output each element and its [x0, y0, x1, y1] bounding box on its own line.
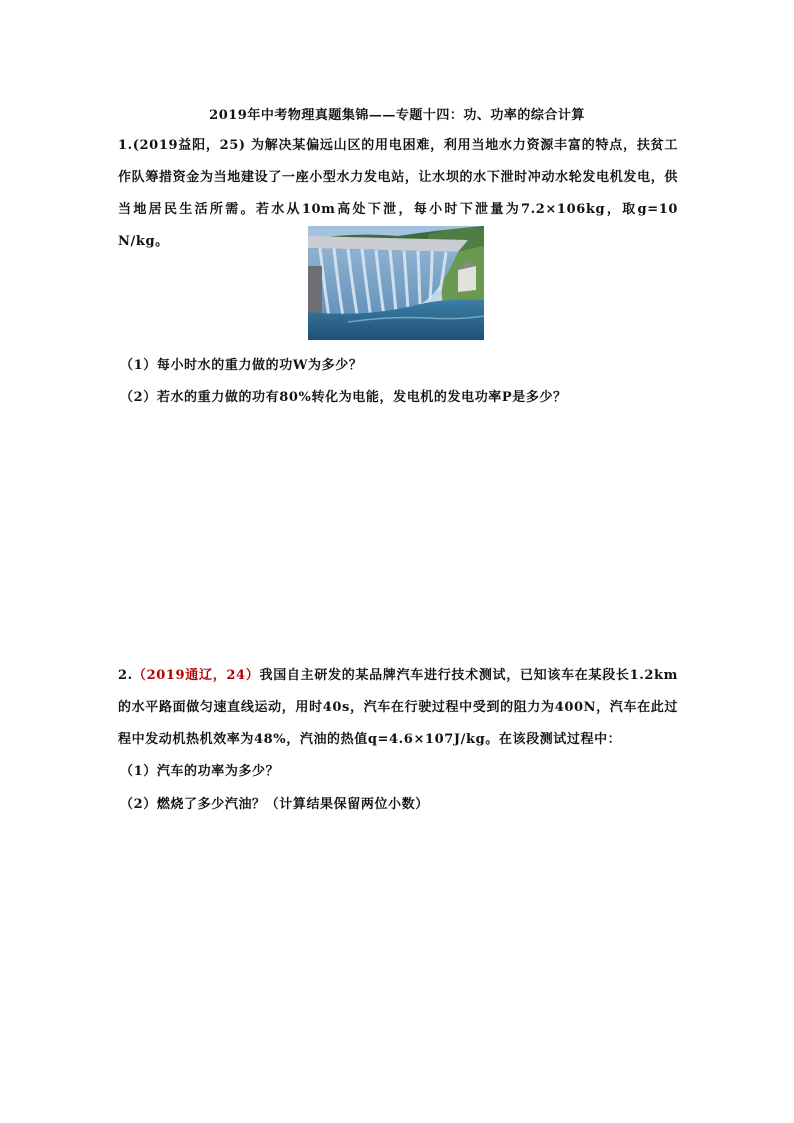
question-2-stem — [118, 660, 678, 756]
question-2-part-1: （1）汽车的功率为多少？ — [120, 764, 280, 779]
question-1-part-1: （1）每小时水的重力做的功W为多少？ — [120, 358, 363, 373]
question-2-part-2: （2）燃烧了多少汽油？（计算结果保留两位小数） — [120, 797, 429, 812]
question-1-stem: 1.(2019益阳，25) 为解决某偏远山区的用电困难，利用当地水力资源丰富的特点，扶贫工作队筹措资金为当地建设了一座小型水力发电站，让水坝的水下泄时冲动水轮发电机发电，供当地居民生活所需。若水从10m高处下泄，每小时下泄量为7.2×106kg，取g=10 N/kg。 — [118, 138, 678, 249]
dam-photo — [308, 226, 484, 340]
question-2-source: （2019通辽，24） — [132, 668, 260, 683]
page-title: 2019年中考物理真题集锦——专题十四：功、功率的综合计算 — [209, 108, 585, 123]
question-2-number: 2. — [118, 668, 133, 683]
question-2-text: 我国自主研发的某品牌汽车进行技术测试，已知该车在某段长1.2km的水平路面做匀速直线运动，用时40s，汽车在行驶过程中受到的阻力为400N，汽车在此过程中发动机热机效率为48%，汽油的热值q=4.6×107J/kg。在该段测试过程中： — [118, 668, 678, 747]
question-1-part-2: （2）若水的重力做的功有80%转化为电能，发电机的发电功率P是多少？ — [120, 390, 567, 405]
